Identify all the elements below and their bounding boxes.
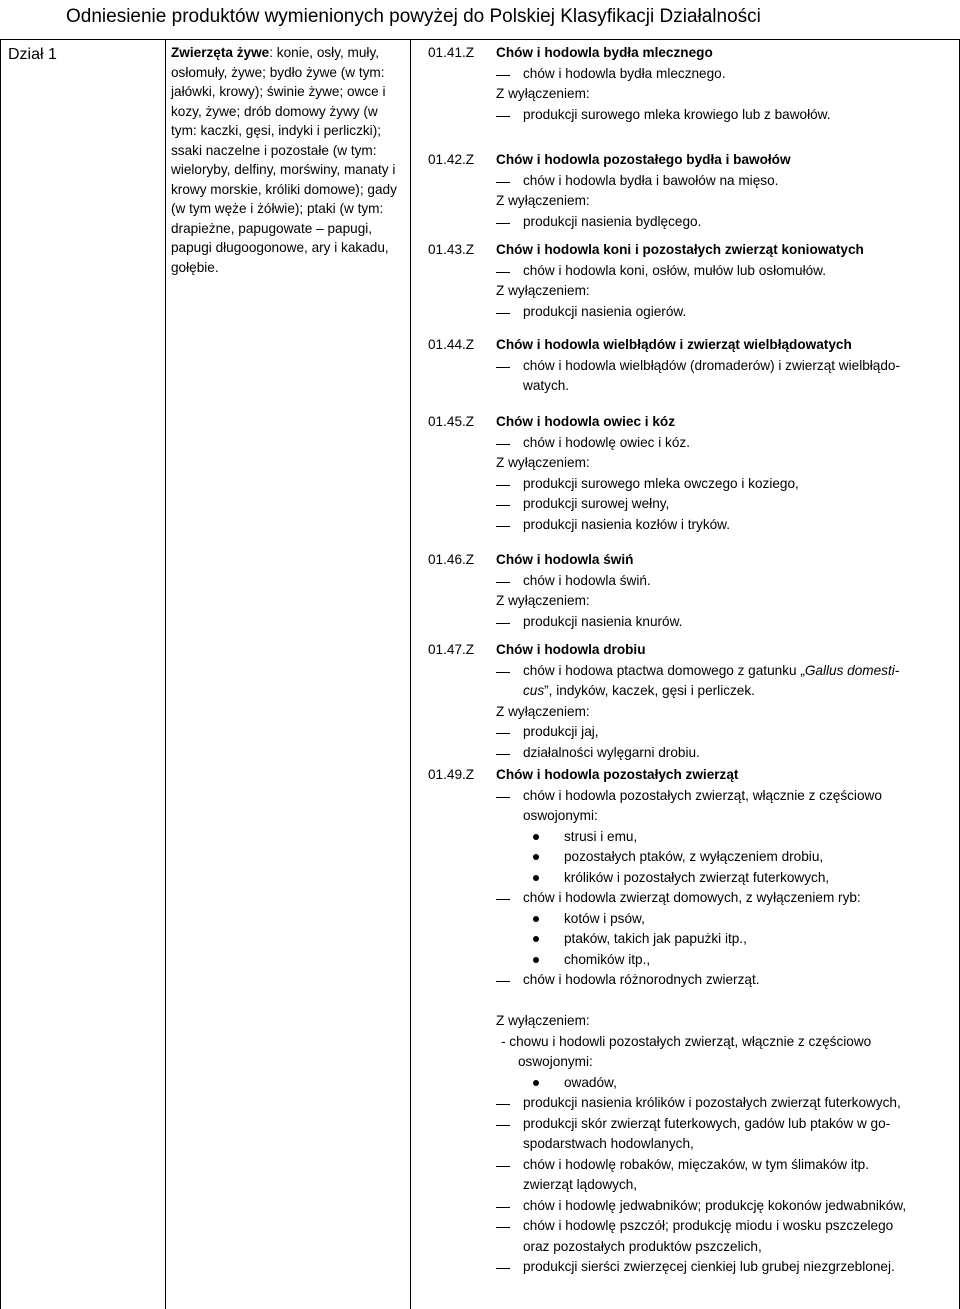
entry-code: 01.49.Z bbox=[428, 767, 475, 782]
table-left-border bbox=[0, 39, 1, 1309]
list-item-continued: oswojonymi: bbox=[518, 1054, 593, 1069]
section-description bbox=[171, 43, 399, 277]
list-item: produkcji sierści zwierzęcej cienkiej lub grubej niezgrzeblonej. bbox=[523, 1259, 895, 1274]
list-item: produkcji nasienia bydlęcego. bbox=[523, 213, 702, 229]
dash bbox=[496, 1104, 510, 1105]
dash bbox=[496, 733, 510, 734]
entry-heading: Chów i hodowla wielbłądów i zwierząt wielbłądowatych bbox=[496, 337, 852, 352]
entry-code: 01.44.Z bbox=[428, 337, 475, 352]
entry-heading: Chów i hodowla bydła mlecznego bbox=[496, 45, 713, 60]
table-top-border bbox=[0, 39, 960, 40]
exclusion-label: Z wyłączeniem: bbox=[496, 703, 590, 719]
entry-code: 01.42.Z bbox=[428, 152, 475, 167]
list-item-continued: watych. bbox=[523, 378, 570, 393]
exclusion-label: Z wyłączeniem: bbox=[496, 1013, 590, 1028]
dash bbox=[496, 754, 510, 755]
list-item: produkcji nasienia ogierów. bbox=[523, 303, 687, 319]
dash bbox=[496, 223, 510, 224]
entry-0144 bbox=[428, 335, 954, 397]
dash bbox=[496, 75, 510, 76]
section-label: Dział 1 bbox=[8, 46, 57, 63]
text-part: chów i hodowa ptactwa domowego z gatunku „ bbox=[523, 662, 805, 678]
entry-code: 01.47.Z bbox=[428, 642, 475, 657]
entry-0141 bbox=[428, 43, 954, 125]
list-item: produkcji surowego mleka owczego i koziego, bbox=[523, 475, 799, 491]
dash bbox=[496, 899, 510, 900]
bullet-item: królików i pozostałych zwierząt futerkowych, bbox=[564, 869, 830, 885]
entry-0143 bbox=[428, 240, 954, 322]
list-item-continued: spodarstwach hodowlanych, bbox=[523, 1136, 694, 1151]
bullet-item: strusi i emu, bbox=[564, 828, 638, 844]
list-item: chów i hodowla bydła mlecznego. bbox=[523, 65, 726, 81]
dash bbox=[496, 797, 510, 798]
bullet-icon bbox=[533, 854, 539, 860]
list-item: chów i hodowla świń. bbox=[523, 572, 651, 588]
dash bbox=[496, 1227, 510, 1228]
list-item-continued: zwierząt lądowych, bbox=[523, 1177, 638, 1192]
dash bbox=[496, 444, 510, 445]
entry-0142 bbox=[428, 150, 954, 232]
entry-0147 bbox=[428, 640, 954, 763]
bullet-icon bbox=[533, 1080, 539, 1086]
bullet-item: owadów, bbox=[564, 1074, 617, 1090]
dash bbox=[496, 672, 510, 673]
entry-heading: Chów i hodowla koni i pozostałych zwierząt koniowatych bbox=[496, 242, 864, 257]
list-item: chów i hodowlę pszczół; produkcję miodu i wosku pszczelego bbox=[523, 1218, 894, 1233]
bullet-icon bbox=[533, 834, 539, 840]
latin-name: cus bbox=[523, 683, 545, 698]
list-item: produkcji surowego mleka krowiego lub z bawołów. bbox=[523, 106, 831, 122]
bullet-icon bbox=[533, 875, 539, 881]
list-item: chów i hodowla koni, osłów, mułów lub osłomułów. bbox=[523, 262, 826, 278]
list-item: działalności wylęgarni drobiu. bbox=[523, 744, 700, 760]
dash bbox=[496, 582, 510, 583]
list-item: produkcji jaj, bbox=[523, 724, 599, 739]
dash bbox=[496, 1268, 510, 1269]
list-item: produkcji surowej wełny, bbox=[523, 496, 670, 511]
dash bbox=[496, 367, 510, 368]
bullet-item: chomików itp., bbox=[564, 951, 651, 967]
entry-heading: Chów i hodowla drobiu bbox=[496, 642, 646, 657]
dash bbox=[496, 1207, 510, 1208]
exclusion-label: Z wyłączeniem: bbox=[496, 283, 590, 298]
entry-heading: Chów i hodowla pozostałego bydła i bawołów bbox=[496, 152, 791, 167]
dash bbox=[496, 182, 510, 183]
list-item-continued bbox=[523, 681, 755, 702]
list-item: chów i hodowlę robaków, mięczaków, w tym ślimaków itp. bbox=[523, 1156, 870, 1172]
entry-heading: Chów i hodowla pozostałych zwierząt bbox=[496, 767, 739, 782]
dash bbox=[496, 1166, 510, 1167]
exclusion-label: Z wyłączeniem: bbox=[496, 86, 590, 101]
dash bbox=[496, 272, 510, 273]
list-item: chów i hodowla pozostałych zwierząt, włącznie z częściowo bbox=[523, 787, 882, 803]
exclusion-label: Z wyłączeniem: bbox=[496, 593, 590, 608]
bullet-icon bbox=[533, 957, 539, 963]
list-item: chów i hodowlę owiec i kóz. bbox=[523, 434, 690, 450]
list-item bbox=[523, 661, 899, 682]
entry-0149 bbox=[428, 765, 954, 1278]
entry-code: 01.43.Z bbox=[428, 242, 475, 257]
list-item: chów i hodowlę jedwabników; produkcję kokonów jedwabników, bbox=[523, 1197, 907, 1213]
entry-code: 01.46.Z bbox=[428, 552, 475, 567]
entry-0145 bbox=[428, 412, 954, 535]
page-title: Odniesienie produktów wymienionych powyżej do Polskiej Klasyfikacji Działalności bbox=[66, 6, 761, 27]
list-item: produkcji skór zwierząt futerkowych, gadów lub ptaków w go- bbox=[523, 1115, 891, 1131]
list-item: chów i hodowla zwierząt domowych, z wyłączeniem ryb: bbox=[523, 890, 861, 905]
exclusion-label: Z wyłączeniem: bbox=[496, 193, 590, 208]
entry-0146 bbox=[428, 550, 954, 632]
list-item-continued: oswojonymi: bbox=[523, 808, 598, 823]
list-item: produkcji nasienia kozłów i tryków. bbox=[523, 516, 731, 532]
bullet-icon bbox=[533, 936, 539, 942]
bullet-item: pozostałych ptaków, z wyłączeniem drobiu, bbox=[564, 849, 824, 864]
bullet-icon bbox=[533, 916, 539, 922]
column-divider-2 bbox=[410, 39, 411, 1309]
list-item-continued: oraz pozostałych produktów pszczelich, bbox=[523, 1238, 762, 1254]
bullet-item: ptaków, takich jak papużki itp., bbox=[564, 931, 747, 946]
list-item: chów i hodowla różnorodnych zwierząt. bbox=[523, 972, 760, 987]
dash bbox=[496, 981, 510, 982]
entry-code: 01.41.Z bbox=[428, 45, 475, 60]
dash bbox=[496, 623, 510, 624]
column-divider-1 bbox=[165, 39, 166, 1309]
dash bbox=[496, 116, 510, 117]
latin-name: Gallus domesti- bbox=[804, 662, 900, 678]
dash bbox=[496, 1125, 510, 1126]
list-item: - chowu i hodowli pozostałych zwierząt, włącznie z częściowo bbox=[501, 1033, 872, 1049]
list-item: produkcji nasienia knurów. bbox=[523, 613, 683, 629]
entry-heading: Chów i hodowla owiec i kóz bbox=[496, 414, 675, 429]
bullet-item: kotów i psów, bbox=[564, 910, 645, 926]
entry-heading: Chów i hodowla świń bbox=[496, 552, 634, 567]
dash bbox=[496, 526, 510, 527]
dash bbox=[496, 313, 510, 314]
dash bbox=[496, 485, 510, 486]
exclusion-label: Z wyłączeniem: bbox=[496, 455, 590, 470]
list-item: produkcji nasienia królików i pozostałych zwierząt futerkowych, bbox=[523, 1095, 901, 1110]
entry-code: 01.45.Z bbox=[428, 414, 475, 429]
list-item: chów i hodowla wielbłądów (dromaderów) i zwierząt wielbłądo- bbox=[523, 357, 901, 373]
description-bold: Zwierzęta żywe bbox=[171, 45, 270, 60]
text-part: ”, indyków, kaczek, gęsi i perliczek. bbox=[544, 683, 755, 698]
dash bbox=[496, 505, 510, 506]
list-item: chów i hodowla bydła i bawołów na mięso. bbox=[523, 172, 779, 188]
description-text: : konie, osły, muły, osłomuły, żywe; bydło żywe (w tym: jałówki, krowy); świnie żywe; owce i kozy, żywe; drób domowy żywy (w tym: kaczki, gęsi, indyki i perliczki); ssaki naczelne i pozostałe (w tym: wieloryby, delfiny, morświny, manaty i krowy morskie, króliki domowe); gady (w tym węże i żółwie); ptaki (w tym: drapieżne, papugowate – papugi, papugi długoogonowe, ary i kakadu, gołębie. bbox=[171, 45, 397, 275]
